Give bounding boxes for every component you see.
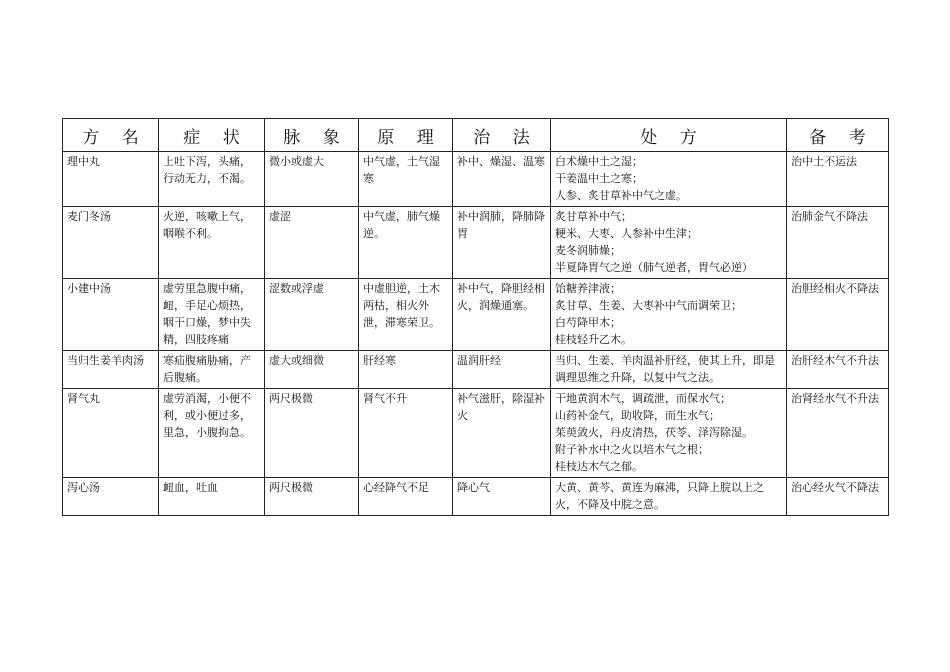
cell-notes: [787, 207, 889, 279]
cell-symptoms-line: 寒疝腹痛胁痛，产后腹痛。: [163, 354, 251, 384]
cell-notes: [787, 351, 889, 389]
cell-notes-line: 治肾经水气不升法: [791, 392, 879, 405]
header-notes: 备 考: [787, 119, 889, 152]
cell-symptoms-line: 火逆，咳嗽上气，咽喉不利。: [163, 210, 251, 240]
table-row: [63, 389, 889, 478]
cell-prescription-line: 桂枝轻升乙木。: [555, 333, 632, 346]
cell-prescription-line: 白芍降甲木；: [555, 316, 621, 329]
cell-principle-line: 中气虚，肺气燥逆。: [363, 210, 440, 240]
cell-prescription-line: 炙甘草补中气；: [555, 210, 632, 223]
cell-prescription: [551, 478, 787, 516]
cell-treatment: [453, 279, 551, 351]
cell-symptoms: [159, 478, 265, 516]
cell-pulse: [265, 478, 359, 516]
cell-symptoms: [159, 389, 265, 478]
cell-treatment-line: 温润肝经: [457, 354, 501, 367]
table-row: [63, 152, 889, 207]
cell-symptoms-line: 衄血，吐血: [163, 481, 218, 494]
cell-name: 麦门冬汤: [63, 207, 159, 279]
cell-principle-line: 肾气不升: [363, 392, 407, 405]
table-row: [63, 279, 889, 351]
cell-symptoms: [159, 351, 265, 389]
cell-pulse-line: 微小或虚大: [269, 155, 324, 168]
cell-prescription-line: 大黄、黄芩、黄连为麻沸，只降上脘以上之火，不降及中脘之意。: [555, 481, 764, 511]
cell-prescription-line: 茱萸敛火，丹皮清热，茯苓、泽泻除湿。: [555, 426, 753, 439]
cell-prescription-line: 附子补水中之火以培木气之根；: [555, 443, 709, 456]
table-row: [63, 351, 889, 389]
cell-prescription-line: 炙甘草、生姜、大枣补中气而调荣卫；: [555, 299, 742, 312]
cell-prescription: [551, 279, 787, 351]
cell-name: 泻心汤: [63, 478, 159, 516]
cell-symptoms: [159, 279, 265, 351]
cell-principle-line: 肝经寒: [363, 354, 396, 367]
cell-pulse: [265, 351, 359, 389]
cell-pulse-line: 两尺极微: [269, 481, 313, 494]
header-pulse: 脉 象: [265, 119, 359, 152]
cell-pulse-line: 涩数或浮虚: [269, 282, 324, 295]
cell-prescription: [551, 389, 787, 478]
cell-treatment-line: 补中气，降胆经相火，润燥通塞。: [457, 282, 545, 312]
cell-principle: [359, 207, 453, 279]
cell-notes: [787, 389, 889, 478]
cell-prescription-line: 半夏降胃气之逆（肺气逆者，胃气必逆）: [555, 261, 753, 274]
cell-prescription: [551, 351, 787, 389]
cell-pulse-line: 两尺极微: [269, 392, 313, 405]
cell-prescription-line: 当归、生姜、羊肉温补肝经，使其上升，即是调理思维之升降，以复中气之法。: [555, 354, 775, 384]
cell-notes-line: 治胆经相火不降法: [791, 282, 879, 295]
cell-treatment: [453, 351, 551, 389]
cell-principle: [359, 152, 453, 207]
cell-notes-line: 治肺金气不降法: [791, 210, 868, 223]
cell-symptoms-line: 虚劳消渴，小便不利，或小便过多，里急，小腹拘急。: [163, 392, 251, 439]
cell-name: 理中丸: [63, 152, 159, 207]
cell-treatment-line: 补中润肺，降肺降胃: [457, 210, 545, 240]
document-page: [62, 118, 888, 516]
header-treatment: 治 法: [453, 119, 551, 152]
prescription-table: [62, 118, 889, 516]
cell-treatment-line: 降心气: [457, 481, 490, 494]
cell-treatment: [453, 478, 551, 516]
header-prescription: 处 方: [551, 119, 787, 152]
cell-notes-line: 治中土不运法: [791, 155, 857, 168]
cell-pulse: [265, 279, 359, 351]
cell-prescription-line: 粳米、大枣、人参补中生津；: [555, 227, 698, 240]
header-symptoms: 症 状: [159, 119, 265, 152]
cell-notes-line: 治心经火气不降法: [791, 481, 879, 494]
cell-prescription-line: 饴糖养津液；: [555, 282, 621, 295]
cell-principle: [359, 351, 453, 389]
cell-name: 当归生姜羊肉汤: [63, 351, 159, 389]
cell-pulse: [265, 207, 359, 279]
cell-treatment: [453, 389, 551, 478]
cell-prescription-line: 白术燥中土之湿；: [555, 155, 643, 168]
table-row: [63, 207, 889, 279]
cell-symptoms: [159, 207, 265, 279]
cell-notes-line: 治肝经木气不升法: [791, 354, 879, 367]
cell-prescription-line: 桂枝达木气之郁。: [555, 460, 643, 473]
cell-name: 小建中汤: [63, 279, 159, 351]
cell-prescription: [551, 152, 787, 207]
header-principle: 原 理: [359, 119, 453, 152]
cell-treatment-line: 补中、燥湿、温寒: [457, 155, 545, 168]
cell-notes: [787, 279, 889, 351]
cell-treatment: [453, 207, 551, 279]
cell-principle-line: 中气虚，土气湿寒: [363, 155, 440, 185]
cell-prescription-line: 干姜温中土之寒；: [555, 172, 643, 185]
cell-name: 肾气丸: [63, 389, 159, 478]
cell-pulse: [265, 389, 359, 478]
cell-pulse-line: 虚涩: [269, 210, 291, 223]
cell-principle-line: 中虚胆逆，土木两枯，相火外泄，滞寒荣卫。: [363, 282, 440, 329]
table-row: [63, 478, 889, 516]
cell-principle-line: 心经降气不足: [363, 481, 429, 494]
cell-prescription-line: 干地黄润木气，调疏泄，而保水气；: [555, 392, 731, 405]
cell-prescription-line: 麦冬润肺燥；: [555, 244, 621, 257]
cell-treatment: [453, 152, 551, 207]
table-header-row: [63, 119, 889, 152]
cell-prescription-line: 山药补金气，助收降，而生水气；: [555, 409, 720, 422]
cell-principle: [359, 389, 453, 478]
cell-treatment-line: 补气滋肝，除湿补火: [457, 392, 545, 422]
cell-principle: [359, 478, 453, 516]
cell-symptoms-line: 虚劳里急腹中痛，衄，手足心烦热，咽干口燥，梦中失精，四肢疼痛: [163, 282, 251, 346]
header-name: 方 名: [63, 119, 159, 152]
cell-notes: [787, 478, 889, 516]
cell-pulse-line: 虚大或细微: [269, 354, 324, 367]
cell-pulse: [265, 152, 359, 207]
cell-notes: [787, 152, 889, 207]
cell-symptoms: [159, 152, 265, 207]
cell-prescription-line: 人参、炙甘草补中气之虚。: [555, 189, 687, 202]
cell-prescription: [551, 207, 787, 279]
table-body: [63, 152, 889, 516]
cell-symptoms-line: 上吐下泻，头痛，行动无力，不渴。: [163, 155, 251, 185]
cell-principle: [359, 279, 453, 351]
